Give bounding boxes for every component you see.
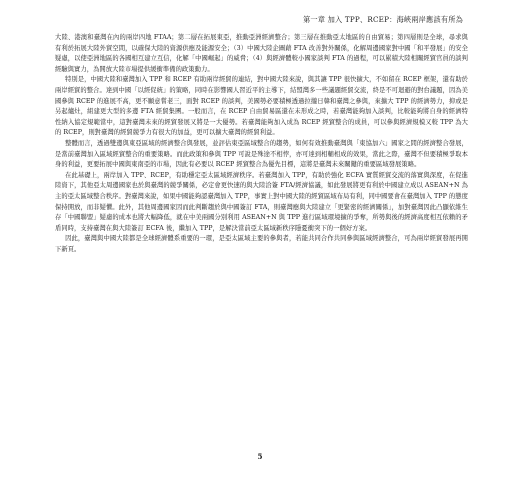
paragraph: 因此，臺灣與中國大陸都是全球經濟體系重要的一環，是亞太區域主要的參與者，若能共同合作共同參與區域經濟整合，可為兩岸經貿發展再開下新頁。 bbox=[55, 235, 468, 253]
paragraph: 在此基礎上，兩岸加入 TPP、RCEP，有助穩定亞太區域經濟秩序。若臺灣加入 TPP，有助於強化 ECFA 實質經貿交流的落實與深度，在促進陸資下，其他亞太周邊國家也於與臺灣的競爭關係，必定會更快速的與大陸洽簽 FTA/經濟協議，如此發展將更有利於中國建立成以 ASEAN+N 為主的亞太區域整合秩序。對臺灣來說，如果中國能夠認臺灣加入 TPP，事實上對中國大陸的經貿區域布局有利，同中國要會在臺灣加入 TPP 的態度保持開放，而非疑懼。此外，其他周邊國家因而此判斷趨於與中國簽訂 FTA，則臺灣應與大陸建立「更緊密的經濟關係」，加對臺灣因此凸顯依維生存「中國聯盟」疑慮的成本也將大幅降低，就在中美兩國分別利用 ASEAN+N 與 TPP 進行區域環境擴的爭奪，所勢與後的經濟高度相互依賴的矛盾同時，支持臺灣在與大陸簽訂 ECFA 後，繼加入 TPP，是解決當前亞太區域新秩序隱憂衝突下的一個好方案。 bbox=[55, 171, 468, 232]
paragraph: 特別是，中國大陸和臺灣加入 TPP 和 RCEP 有助兩岸經貿的連結，對中國大陸來說，與其讓 TPP 很快擴大，不如留在 RCEP 框架，還有助於兩岸經貿的整合。達到中國「以經促統」的策略，同時在影響國人習近平的主導下，結盟灣多一些議題經貿交流，終是不可迴避的對台議題，因為美國參與 RCEP 的進展不高，更不願意嘗老三，面對 RCEP 的談判，美國勢必要積極透過拉攏日韓和臺灣之參與，來擴大 TPP 的經濟勢力，抑或是另起爐灶，組建更大型的多邊 FTA 經貿集團。一般而言，在 RCEP 自由貿易區還在未形成之時，若臺灣能夠加入談判，比較能夠將自身的經濟特性納入協定規範當中，這對臺灣未來的經貿發展又將是一大優勢。若臺灣能夠加入成為 RCEP 經貿整合的成員，可以參與經濟規模又較 TPP 為大的 RCEP，則對臺灣的經貿競爭力有很大的加益，更可以擴大臺灣的經貿利益。 bbox=[55, 76, 469, 137]
page-number: 5 bbox=[257, 452, 263, 461]
paragraph: 大陸、港澳和臺灣在內的兩岸四地 FTAA；第二層在拓展東亞，推動亞洲經濟整合；第三層在推動亞太地區的自由貿易；第四層則是全球，尋求與有利於拓展大陸外貿空間，以確保大陸的資源供應及能源安全；（3）中國大陸企圖藉 FTA 改善對外關係，化解周邊國家對中國「和平發展」的安全疑慮，以使亞洲地區的各國相互建立互信，化解「中國崛起」的威脅；（4）與經濟體較小國家談判 FTA 的過程，可以累積大陸相關經貿官員的談判經驗與實力，為開放大陸市場提供緩衝準備的政策動力。 bbox=[55, 34, 468, 73]
running-head: 第一章 加入 TPP、RCEP：海峽兩岸應該有所為 bbox=[302, 15, 463, 24]
body-text bbox=[55, 33, 468, 255]
paragraph: 整體而言，透過雙邊與東亞區域的經濟整合與發展，並評估東亞區域整合的趨勢，如何有效推動臺灣與「東協加六」國家之間的經濟整合發展，是當前臺灣加入區域經貿整合的重要策略。而此政策和參與 TPP 可說是殊途不相悖，亦可達到相輔相成的效果，當此之際，臺灣不但要積極爭取本身的利益，更要拓展中國與東南亞的市場，因此有必要以 RCEP 經貿整合為優先目標，這將是臺灣未來關鍵的重要區域發展策略。 bbox=[55, 139, 468, 169]
